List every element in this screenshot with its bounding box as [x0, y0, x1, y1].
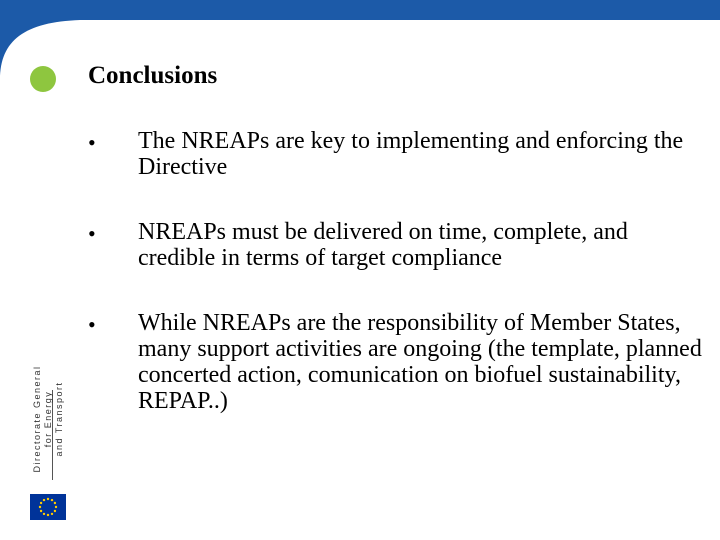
bullet-text: The NREAPs are key to implementing and enforcing the Directive	[138, 128, 684, 180]
flag-star-icon	[51, 513, 53, 515]
bullet-marker: •	[88, 130, 96, 155]
bullet-marker: •	[88, 221, 96, 246]
bullet-text: While NREAPs are the responsibility of Member States, many support activities are ongoing (the template, planned concerted action, comunication on biofuel sustainability, REPAP..)	[138, 310, 702, 414]
bullet-item	[88, 310, 708, 414]
bullet-item	[88, 128, 708, 180]
directorate-line: Directorate General	[32, 365, 42, 473]
eu-flag-icon	[30, 494, 66, 520]
directorate-line: and Transport	[54, 381, 64, 457]
flag-star-icon	[51, 499, 53, 501]
flag-star-icon	[39, 506, 41, 508]
flag-star-icon	[40, 510, 42, 512]
bullet-list	[88, 128, 708, 414]
bullet-item	[88, 219, 708, 271]
flag-star-icon	[40, 502, 42, 504]
bullet-text: NREAPs must be delivered on time, complete, and credible in terms of target compliance	[138, 219, 628, 271]
flag-star-icon	[55, 506, 57, 508]
flag-star-icon	[43, 499, 45, 501]
bullet-marker: •	[88, 312, 96, 337]
directorate-line: for Energy	[43, 390, 53, 448]
flag-star-icon	[47, 514, 49, 516]
title-bullet-icon	[30, 66, 56, 92]
flag-star-icon	[43, 513, 45, 515]
flag-star-icon	[54, 510, 56, 512]
flag-star-icon	[47, 498, 49, 500]
slide-title: Conclusions	[88, 62, 218, 89]
flag-star-icon	[54, 502, 56, 504]
directorate-label	[32, 360, 65, 478]
